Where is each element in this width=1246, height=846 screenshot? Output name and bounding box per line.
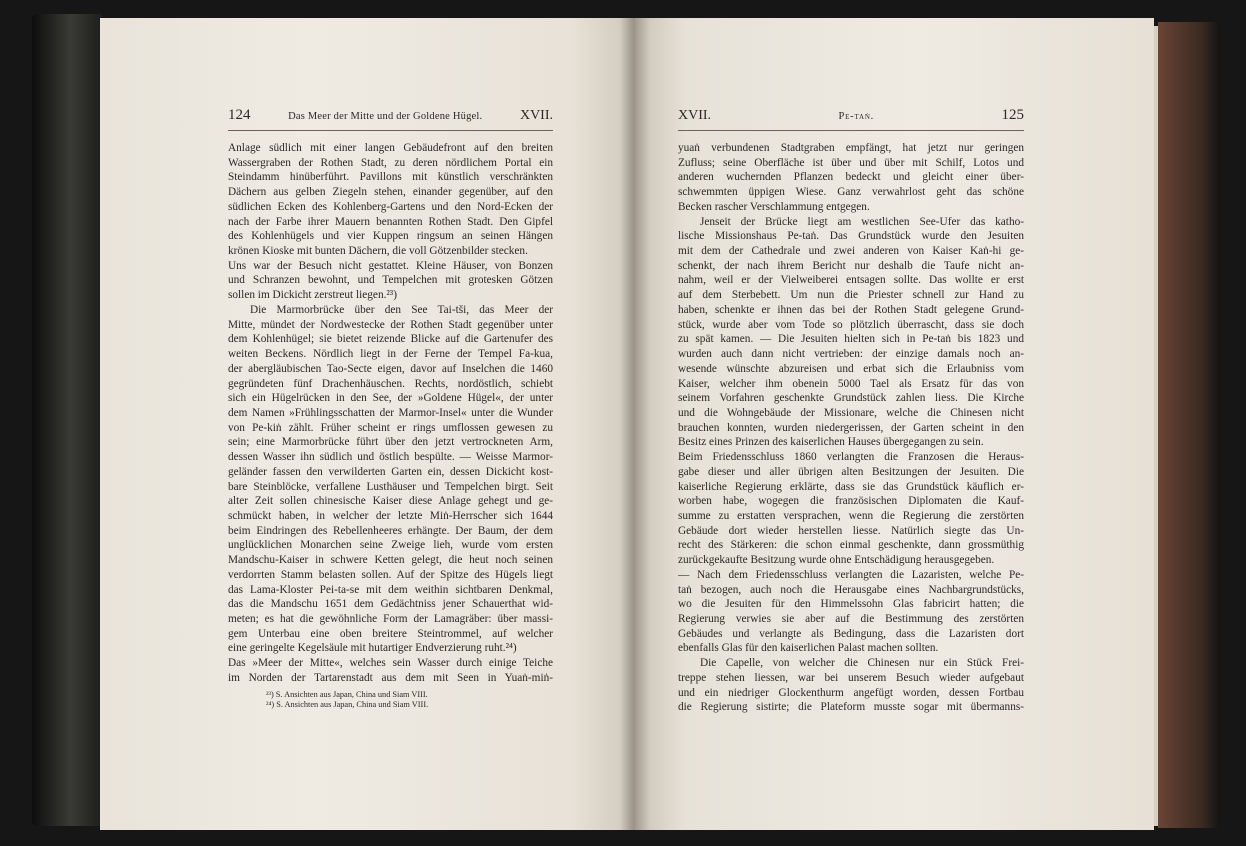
- text-line: bare Steinblöcke, verfallene Lusthäuser und Tempelchen birgt. Seit: [228, 480, 553, 493]
- text-line: zu spät kamen. — Die Jesuiten hielten sich in Pe-taṅ bis 1823 und: [678, 333, 1024, 346]
- text-line: Becken rascher Verschlammung entgegen.: [678, 200, 870, 213]
- text-line: sollen im Dickicht zerstreut liegen.²³): [228, 289, 397, 302]
- text-line: sich ein Hügelrücken in den See, der »Goldene Hügel«, der unter: [228, 392, 553, 405]
- text-line: das Lama-Kloster Pei-ta-se mit dem weithin sichtbaren Denkmal,: [228, 583, 553, 596]
- text-line: wurden auch dann nicht vertrieben: der einzige damals noch an-: [678, 348, 1024, 361]
- text-line: gegründeten fünf Drachenhäuschen. Rechts, nordöstlich, schiebt: [228, 377, 553, 390]
- text-line: treppe stehen liessen, war bei unserem Besuch wieder aufgebaut: [678, 671, 1024, 684]
- text-line: alter Zeit sollen chinesische Kaiser diese Anlage gehegt und ge-: [228, 495, 553, 508]
- right-chapter-number: XVII.: [678, 108, 712, 123]
- text-line: Das »Meer der Mitte«, welches sein Wasser durch einige Teiche: [228, 657, 553, 670]
- text-line: meten; es hat die gewöhnliche Form der Lamagräber: über massi-: [228, 613, 553, 625]
- text-line: auf dem Sterbebett. Um nun die Priester schnell zur Hand zu: [678, 289, 1024, 302]
- text-line: seinem Vorfahren geschenkte Grundstück zahlen liess. Die Kirche: [678, 392, 1024, 405]
- text-line: Anlage südlich mit einer langen Gebäudefront auf den breiten: [228, 142, 553, 154]
- text-line: taṅ bezogen, auch noch die Herausgabe eines Nachbargrundstücks,: [678, 583, 1024, 596]
- text-line: Die Marmorbrücke über den See Tai-tši, das Meer der: [250, 303, 553, 316]
- text-line: recht des Stärkeren: die schon einmal geschenkte, dann grossmüthig: [678, 539, 1024, 552]
- left-footnotes: [228, 690, 553, 711]
- text-line: Die Capelle, von welcher die Chinesen nur ein Stück Frei-: [700, 657, 1024, 670]
- text-line: dem Namen »Frühlingsschatten der Marmor-Insel« unter die Wunder: [228, 406, 553, 419]
- left-body-text: [228, 141, 553, 686]
- text-line: verdorrten Stamm belasten sollen. Auf der Spitze des Hügels liegt: [228, 568, 553, 581]
- text-line: Uns war der Besuch nicht gestattet. Kleine Häuser, von Bonzen: [228, 259, 553, 272]
- footnote: ²⁴) S. Ansichten aus Japan, China und Siam VIII.: [266, 700, 429, 710]
- right-running-head: [678, 108, 1024, 124]
- text-line: unglücklichen Monarchen seine Zweige lieh, wurde vom ersten: [228, 539, 553, 552]
- text-line: schmückt haben, in welcher der letzte Miṅ-Herrscher sich 1644: [228, 509, 553, 522]
- text-line: im Norden der Tartarenstadt aus dem mit Seen in Yuaṅ-miṅ-: [228, 671, 553, 684]
- text-line: Besitz eines Prinzen des kaiserlichen Hauses übergegangen zu sein.: [678, 436, 984, 449]
- text-line: das die Mandschu 1651 dem Gedächtniss jener Schauerthat wid-: [228, 598, 553, 611]
- text-line: summe zu erstatten versprachen, wenn die Regierung die zerstörten: [678, 509, 1024, 522]
- text-line: Zufluss; seine Oberfläche ist über und über mit Schilf, Lotos und: [678, 156, 1024, 169]
- text-line: krönen Kioske mit bunten Dächern, die voll Götzenbilder stecken.: [228, 245, 528, 258]
- text-line: südlichen Ecken des Kohlenberg-Gartens und den Nord-Ecken der: [228, 200, 553, 213]
- right-head-rule: [678, 130, 1024, 131]
- text-line: kaiserliche Regierung erklärte, dass sie das Grundstück käuflich er-: [678, 480, 1024, 493]
- text-line: dessen Wasser ihn südlich und östlich bespülte. — Weisse Marmor-: [228, 451, 553, 464]
- right-body-text: [678, 141, 1024, 715]
- text-line: der abergläubischen Tao-Secte eigen, davor auf Inselchen die 1460: [228, 362, 553, 375]
- text-line: Jenseit der Brücke liegt am westlichen See-Ufer das katho-: [700, 215, 1024, 228]
- text-line: nach der Farbe ihrer Mauern benannten Rothen Stadt. Den Gipfel: [228, 215, 553, 228]
- text-line: beim Eindringen des Rebellenheeres erhängte. Der Baum, der dem: [228, 524, 553, 537]
- text-line: Mandschu-Kaiser in schwere Ketten gelegt, die heut noch seinen: [228, 554, 553, 567]
- text-line: Mitte, mündet der Nordwestecke der Rothen Stadt gegenüber unter: [228, 318, 553, 331]
- text-line: eine geringelte Kegelsäule mit hutartiger Endverzierung ruht.²⁴): [228, 642, 517, 655]
- left-page-number: 124: [228, 107, 251, 123]
- text-line: dem Kohlenhügel; sie bietet reizende Blicke auf die Gartenufer des: [228, 333, 553, 346]
- left-page-text: [228, 108, 553, 711]
- text-line: gabe dieser und aller übrigen alten Besitzungen der Jesuiten. Die: [678, 465, 1024, 478]
- right-page-text: [678, 108, 1024, 715]
- text-line: Gebäudes und verlangte als Bedingung, dass die Lazaristen dort: [678, 627, 1024, 640]
- text-line: zurückgekaufte Besitzung wurde ohne Entschädigung herausgegeben.: [678, 554, 995, 567]
- text-line: und ein niedriger Glockenthurm angefügt worden, dessen Fortbau: [678, 686, 1024, 699]
- text-line: ebenfalls Glas für den kaiserlichen Palast machen sollten.: [678, 642, 939, 655]
- left-running-head: [228, 108, 553, 124]
- book-cover-right: [1158, 22, 1220, 828]
- text-line: weiten Beckens. Nördlich liegt in der Ferne der Tempel Fa-kua,: [228, 348, 553, 361]
- left-running-title: Das Meer der Mitte und der Goldene Hügel.: [288, 111, 483, 122]
- footnote: ²³) S. Ansichten aus Japan, China und Siam VIII.: [266, 689, 428, 699]
- text-line: Gebäude dort wieder herstellen liesse. Natürlich siegte das Un-: [678, 524, 1024, 537]
- text-line: yuaṅ verbundenen Stadtgraben empfängt, hat jetzt nur geringen: [678, 142, 1024, 154]
- text-line: Wassergraben der Rothen Stadt, zu deren nördlichem Portal ein: [228, 156, 553, 169]
- text-line: lische Missionshaus Pe-taṅ. Das Grundstück wurde den Jesuiten: [678, 230, 1024, 243]
- text-line: wesende wünschte abzureisen und erbat sich die Erlaubniss vom: [678, 362, 1024, 375]
- text-line: haben, schenkte er ihnen das bei der Rothen Stadt gelegene Grund-: [678, 303, 1024, 316]
- text-line: Dächern aus gelben Ziegeln stehen, einander gegenüber, auf den: [228, 186, 553, 199]
- book-cover-left: [32, 14, 102, 826]
- text-line: brauchen konnten, wurden niedergerissen, der Garten scheint in den: [678, 421, 1024, 434]
- text-line: geländer fassen den verwilderten Garten ein, dessen Dickicht kost-: [228, 465, 553, 478]
- text-line: sein; eine Marmorbrücke führt über den jetzt vertrockneten Arm,: [228, 436, 553, 449]
- text-line: des Kohlenhügels und vier Kuppen ringsum an seinen Hängen: [228, 230, 553, 243]
- text-line: stück, wurde aber vom Tode so plötzlich überrascht, dass sie doch: [678, 318, 1024, 331]
- text-line: — Nach dem Friedensschluss verlangten die Lazaristen, welche Pe-: [678, 568, 1024, 581]
- text-line: wo die Jesuiten für den Himmelssohn Glas fabricirt hatten; die: [678, 598, 1024, 611]
- text-line: schenkt, der nach ihrem Bericht nur deshalb die Taufe nicht an-: [678, 259, 1024, 272]
- text-line: Steindamm hinüberführt. Pavillons mit künstlich verschränkten: [228, 171, 553, 184]
- text-line: Kaiser, welcher ihm obenein 5000 Tael als Ersatz für das von: [678, 377, 1024, 390]
- text-line: und Schranzen bewohnt, und Tempelchen mit grotesken Götzen: [228, 274, 553, 287]
- text-line: anderen wuchernden Pflanzen bedeckt und gleicht einer über-: [678, 171, 1024, 184]
- right-running-title: Pe-taṅ.: [838, 111, 875, 122]
- text-line: von Pe-kiṅ zählt. Früher scheint er rings umflossen gewesen zu: [228, 421, 553, 434]
- text-line: worben habe, wogegen die französischen Diplomaten die Kauf-: [678, 495, 1024, 508]
- text-line: und die Wohngebäude der Missionare, welche die Chinesen nicht: [678, 406, 1024, 419]
- left-head-rule: [228, 130, 553, 131]
- text-line: gem Unterbau eine oben breitere Steintrommel, auf welcher: [228, 627, 553, 640]
- text-line: schwemmten üppigen Wiese. Ganz verwahrlost geht das schöne: [678, 186, 1024, 199]
- book-gutter: [620, 18, 650, 830]
- text-line: mit dem der Cathedrale und zwei anderen von Kaiser Kaṅ-hi ge-: [678, 245, 1024, 258]
- right-page-number: 125: [1001, 107, 1024, 123]
- text-line: Beim Friedensschluss 1860 verlangten die Franzosen die Heraus-: [678, 451, 1024, 464]
- left-chapter-number: XVII.: [519, 108, 553, 123]
- text-line: nahm, weil er der Vielweiberei entsagen sollte. Das wollte er erst: [678, 274, 1024, 287]
- text-line: Regierung verwies sie aber auf die Bestimmung des zerstörten: [678, 613, 1024, 625]
- text-line: die Regierung sistirte; die Plateform musste sogar mit übermanns-: [678, 701, 1024, 714]
